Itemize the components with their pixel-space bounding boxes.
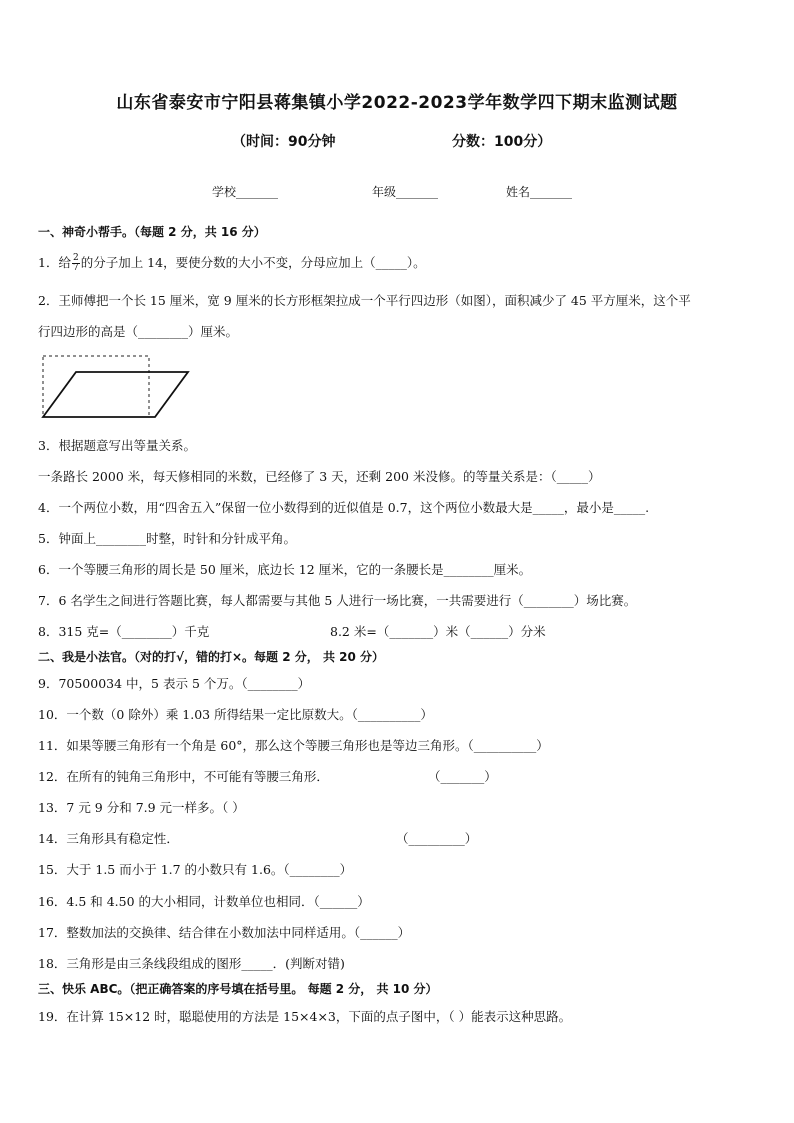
name-field[interactable]: 姓名_______ bbox=[506, 185, 573, 199]
question-18: 18．三角形是由三条线段组成的图形_____．(判断对错) bbox=[38, 956, 345, 971]
question-7: 7．6 名学生之间进行答题比赛，每人都需要与其他 5 人进行一场比赛，一共需要进行（________）场比赛。 bbox=[38, 593, 637, 608]
question-9: 9．70500034 中，5 表示 5 个万。（________） bbox=[38, 676, 311, 691]
fraction-numerator: 2 bbox=[72, 253, 79, 263]
question-2-line-2: 行四边形的高是（________）厘米。 bbox=[38, 324, 239, 339]
question-8a: 8．315 克=（________）千克 bbox=[38, 624, 210, 639]
school-field[interactable]: 学校_______ bbox=[212, 185, 279, 199]
question-1-post: 的分子加上 14，要使分数的大小不变，分母应加上（_____）。 bbox=[80, 255, 426, 270]
question-3-line-2: 一条路长 2000 米，每天修相同的米数，已经修了 3 天，还剩 200 米没修。的等量关系是：（_____） bbox=[38, 469, 601, 484]
fraction-denominator: 7 bbox=[72, 263, 79, 273]
question-15: 15．大于 1.5 而小于 1.7 的小数只有 1.6。（________） bbox=[38, 862, 353, 877]
section-1-heading: 一、神奇小帮手。（每题 2 分，共 16 分） bbox=[38, 225, 266, 239]
question-12: 12．在所有的钝角三角形中，不可能有等腰三角形． bbox=[38, 769, 329, 784]
question-4: 4．一个两位小数，用“四舍五入”保留一位小数得到的近似值是 0.7，这个两位小数最大是_____，最小是_____. bbox=[38, 500, 650, 515]
fraction bbox=[72, 254, 80, 273]
question-2-line-1: 2．王师傅把一个长 15 厘米，宽 9 厘米的长方形框架拉成一个平行四边形（如图），面积减少了 45 平方厘米，这个平 bbox=[38, 293, 691, 308]
question-14-answer-blank: （_________） bbox=[396, 831, 478, 846]
question-17: 17．整数加法的交换律、结合律在小数加法中同样适用。（______） bbox=[38, 925, 411, 940]
exam-title: 山东省泰安市宁阳县蒋集镇小学2022-2023学年数学四下期末监测试题 bbox=[116, 93, 678, 113]
question-14: 14．三角形具有稳定性． bbox=[38, 831, 179, 846]
parallelogram-shape bbox=[43, 372, 188, 417]
question-19: 19．在计算 15×12 时，聪聪使用的方法是 15×4×3，下面的点子图中，（ ）能表示这种思路。 bbox=[38, 1009, 572, 1024]
section-2-heading: 二、我是小法官。（对的打√，错的打×。每题 2 分， 共 20 分） bbox=[38, 650, 384, 664]
parallelogram-figure bbox=[38, 352, 198, 422]
question-1 bbox=[38, 254, 426, 273]
question-3-line-1: 3．根据题意写出等量关系。 bbox=[38, 438, 196, 453]
exam-score: 分数：100分） bbox=[452, 134, 552, 150]
question-6: 6．一个等腰三角形的周长是 50 厘米，底边长 12 厘米，它的一条腰长是________厘米。 bbox=[38, 562, 532, 577]
question-16: 16．4.5 和 4.50 的大小相同，计数单位也相同．（______） bbox=[38, 894, 370, 909]
question-12-answer-blank: （_______） bbox=[428, 769, 497, 784]
question-11: 11．如果等腰三角形有一个角是 60°，那么这个等腰三角形也是等边三角形。（__________） bbox=[38, 738, 549, 753]
rectangle-outline bbox=[43, 356, 149, 417]
question-13: 13．7 元 9 分和 7.9 元一样多。（ ） bbox=[38, 800, 245, 815]
section-3-heading: 三、快乐 ABC。（把正确答案的序号填在括号里。 每题 2 分， 共 10 分） bbox=[38, 982, 438, 996]
question-1-pre: 1．给 bbox=[38, 255, 71, 270]
question-8b: 8.2 米=（_______）米（______）分米 bbox=[330, 624, 546, 639]
exam-time: （时间：90分钟 bbox=[232, 134, 336, 150]
question-5: 5．钟面上________时整，时针和分针成平角。 bbox=[38, 531, 296, 546]
grade-field[interactable]: 年级_______ bbox=[372, 185, 439, 199]
question-10: 10．一个数（0 除外）乘 1.03 所得结果一定比原数大。（__________） bbox=[38, 707, 433, 722]
